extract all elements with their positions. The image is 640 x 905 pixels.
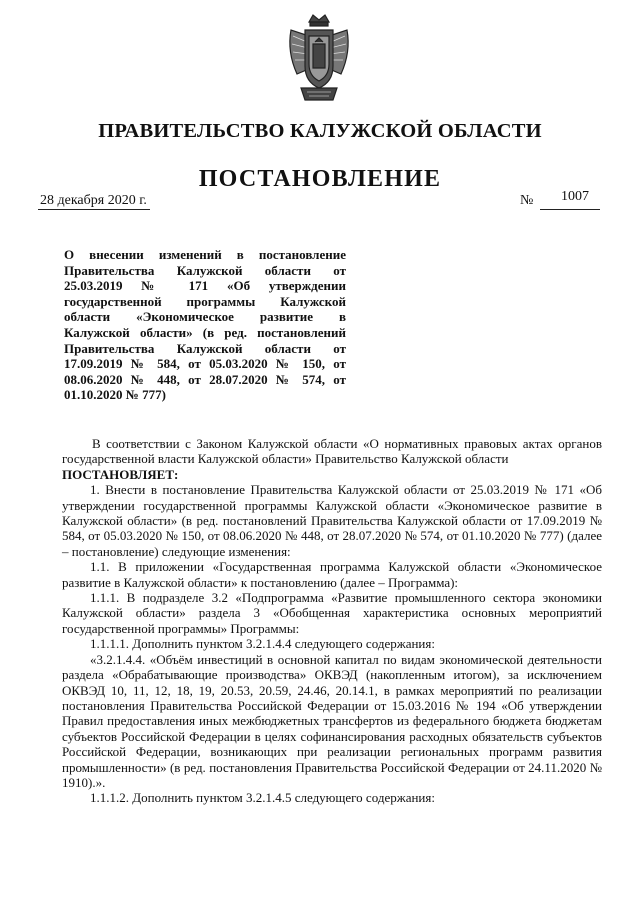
document-number: 1007 (561, 189, 589, 204)
government-name: ПРАВИТЕЛЬСТВО КАЛУЖСКОЙ ОБЛАСТИ (98, 120, 542, 142)
document-title: О внесении изменений в постановление Правительства Калужской области от 25.03.2019 № 171 «Об утверждении государственной программы Калужской области «Экономическое развитие в Калужской области» (в ред. постановлений Правительства Калужской области от 17.09.2019 № 584, от 05.03.2020 № 150, от 08.06.2020 № 448, от 28.07.2020 № 574, от 01.10.2020 № 777) (64, 247, 346, 403)
paragraph-3-2-1-4-4: «3.2.1.4.4. «Объём инвестиций в основной капитал по видам экономической деятельности раздела «Обрабатывающие производства» ОКВЭД (накопленным итогом), за исключением ОКВЭД 10, 11, 12, 18, 19, 20.53, 20.59, 24.46, 20.14.1, в рамках мероприятий по реализации постановления Правительства Российской Федерации от 15.03.2016 № 194 «Об утверждении Правил предоставления иных межбюджетных трансфертов из федерального бюджета бюджетам субъектов Российской Федерации в целях софинансирования расходных обязательств субъектов Российской Федерации, возникающих при реализации региональных программ развития промышленности» (в ред. постановления Правительства Российской Федерации от 24.11.2020 № 1910).». (62, 651, 602, 790)
date-underline (38, 209, 150, 210)
document-type: ПОСТАНОВЛЕНИЕ (198, 166, 442, 192)
document-body (62, 436, 602, 806)
number-underline (540, 209, 600, 210)
paragraph-1-1-1: 1.1.1. В подразделе 3.2 «Подпрограмма «Развитие промышленного сектора экономики Калужской области» раздела 3 «Обобщенная характеристика основных мероприятий государственной программы» Программы: (62, 590, 602, 636)
paragraph-1-1-1-1: 1.1.1.1. Дополнить пунктом 3.2.1.4.4 следующего содержания: (90, 636, 435, 652)
number-sign: № (520, 193, 534, 208)
intro-paragraph: В соответствии с Законом Калужской области «О нормативных правовых актах органов государственной власти Калужской области» Правительство Калужской области (62, 436, 602, 467)
paragraph-1: 1. Внести в постановление Правительства Калужской области от 25.03.2019 № 171 «Об утверждении государственной программы Калужской области «Экономическое развитие в Калужской области» (в ред. постановлений Правительства Калужской области от 17.09.2019 № 584, от 05.03.2020 № 150, от 08.06.2020 № 448, от 28.07.2020 № 574, от 01.10.2020 № 777) (далее – постановление) следующие изменения: (62, 482, 602, 559)
resolves-heading: ПОСТАНОВЛЯЕТ: (62, 466, 179, 482)
coat-of-arms-emblem (283, 12, 355, 104)
document-date: 28 декабря 2020 г. (40, 193, 147, 208)
paragraph-1-1-1-2: 1.1.1.2. Дополнить пунктом 3.2.1.4.5 следующего содержания: (90, 790, 435, 806)
paragraph-1-1: 1.1. В приложении «Государственная программа Калужской области «Экономическое развитие в Калужской области» к постановлению (далее – Программа): (62, 559, 602, 590)
